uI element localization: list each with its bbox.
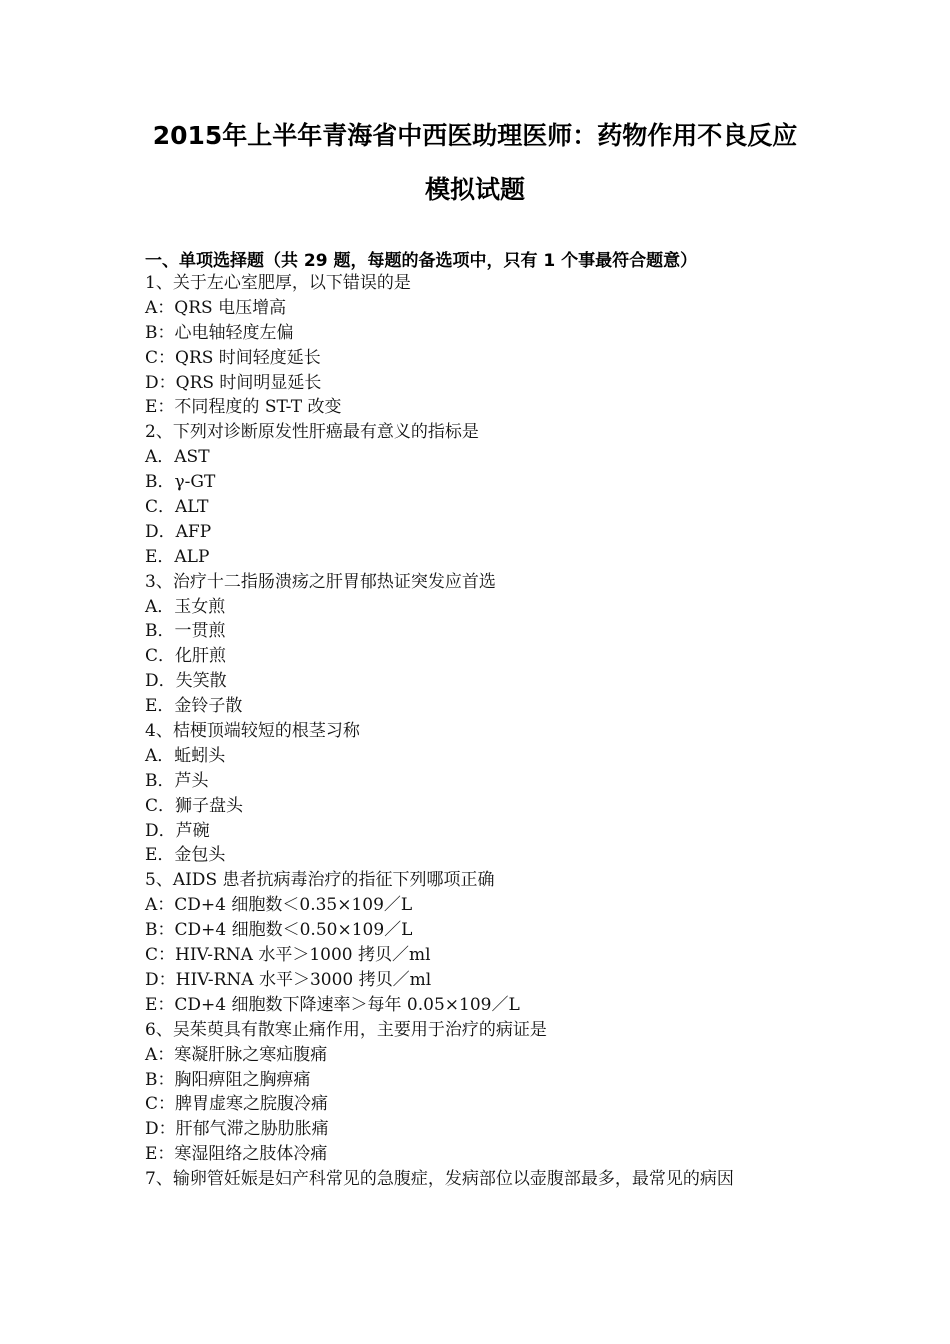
document-title-line-1: 2015年上半年青海省中西医助理医师：药物作用不良反应	[152, 121, 798, 150]
question-list	[145, 271, 865, 1192]
answer-option: C：QRS 时间轻度延长	[145, 347, 321, 368]
answer-option: D：肝郁气滞之胁肋胀痛	[145, 1119, 329, 1140]
answer-option: D．失笑散	[145, 671, 227, 692]
answer-option: C．ALT	[145, 497, 209, 518]
answer-option: A．AST	[145, 447, 210, 468]
question-stem: 7、输卵管妊娠是妇产科常见的急腹症，发病部位以壶腹部最多，最常见的病因	[145, 1169, 734, 1190]
document-title-line-2: 模拟试题	[424, 175, 525, 204]
answer-option: E．金铃子散	[145, 696, 243, 717]
answer-option: C：HIV-RNA 水平＞1000 拷贝／ml	[145, 945, 431, 966]
answer-option: A：QRS 电压增高	[145, 297, 287, 318]
question-stem: 3、治疗十二指肠溃疡之肝胃郁热证突发应首选	[145, 571, 496, 592]
answer-option: B：胸阳痹阻之胸痹痛	[145, 1069, 311, 1090]
answer-option: E．ALP	[145, 546, 210, 567]
question-stem: 4、桔梗顶端较短的根茎习称	[145, 721, 360, 742]
answer-option: E：不同程度的 ST-T 改变	[145, 397, 342, 418]
answer-option: B．一贯煎	[145, 621, 226, 642]
answer-option: B：CD+4 细胞数＜0.50×109／L	[145, 920, 413, 941]
answer-option: D．芦碗	[145, 820, 210, 841]
question-stem: 6、吴茱萸具有散寒止痛作用，主要用于治疗的病证是	[145, 1019, 547, 1040]
answer-option: D：HIV-RNA 水平＞3000 拷贝／ml	[145, 969, 432, 990]
answer-option: C：脾胃虚寒之脘腹冷痛	[145, 1094, 329, 1115]
answer-option: B．γ-GT	[145, 472, 216, 493]
question-stem: 2、下列对诊断原发性肝癌最有意义的指标是	[145, 422, 479, 443]
answer-option: E：CD+4 细胞数下降速率＞每年 0.05×109／L	[145, 994, 520, 1015]
answer-option: E．金包头	[145, 845, 226, 866]
answer-option: A．玉女煎	[145, 596, 226, 617]
answer-option: E：寒湿阻络之肢体冷痛	[145, 1144, 328, 1165]
question-stem: 5、AIDS 患者抗病毒治疗的指征下列哪项正确	[145, 870, 495, 891]
question-stem: 1、关于左心室肥厚，以下错误的是	[145, 273, 411, 293]
answer-option: D：QRS 时间明显延长	[145, 372, 322, 393]
answer-option: C．狮子盘头	[145, 795, 244, 816]
answer-option: A．蚯蚓头	[145, 745, 226, 766]
answer-option: A：寒凝肝脉之寒疝腹痛	[145, 1044, 328, 1065]
answer-option: D．AFP	[145, 521, 212, 542]
answer-option: B．芦头	[145, 770, 209, 791]
section-heading: 一、单项选择题（共 29 题，每题的备选项中，只有 1 个事最符合题意）	[145, 251, 698, 271]
answer-option: C．化肝煎	[145, 646, 227, 667]
answer-option: A：CD+4 细胞数＜0.35×109／L	[145, 895, 413, 916]
answer-option: B：心电轴轻度左偏	[145, 322, 294, 343]
